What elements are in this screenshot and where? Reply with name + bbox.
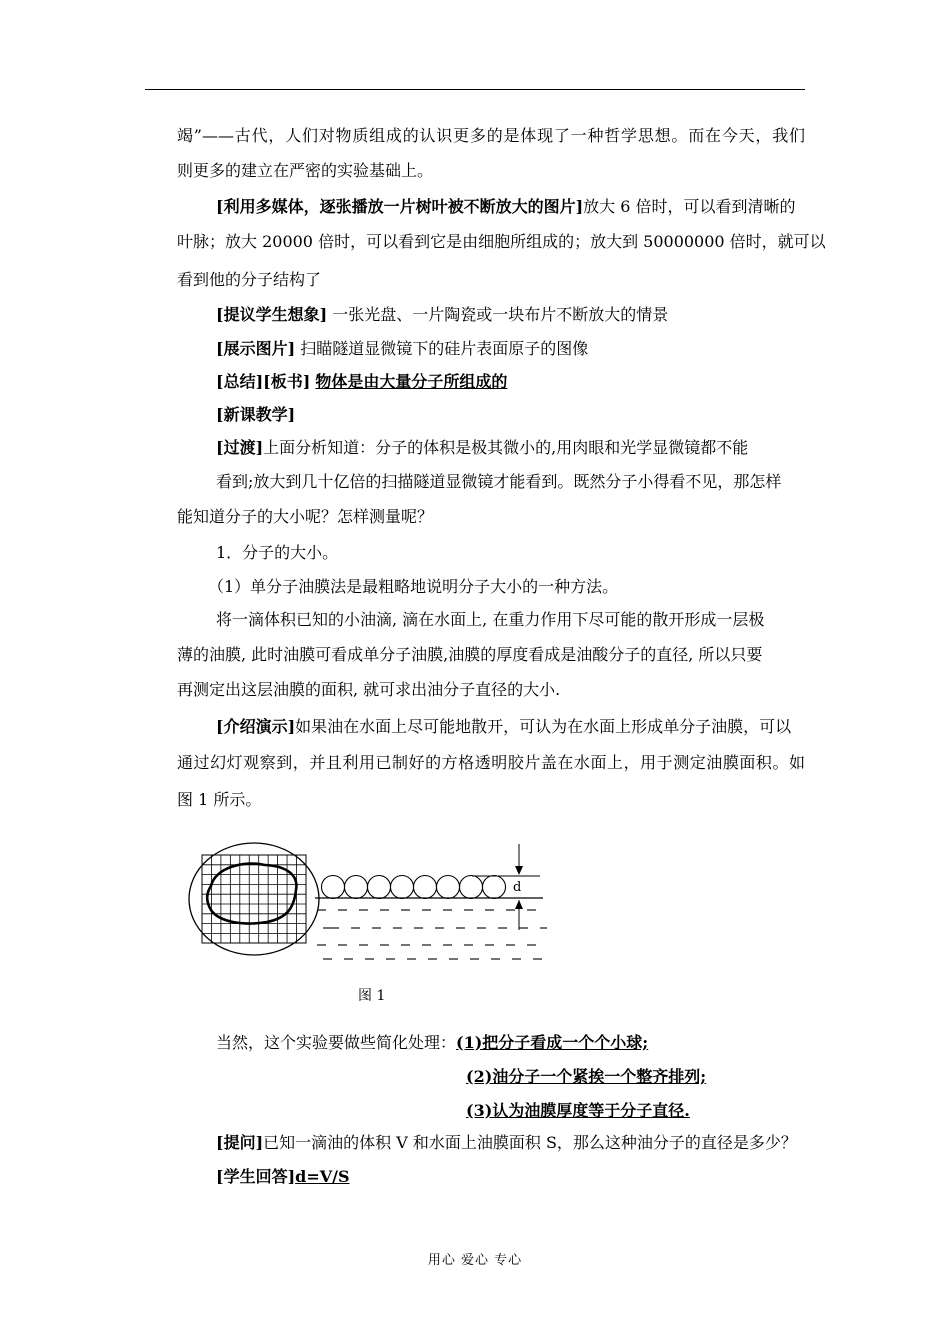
paragraph-line (216, 305, 668, 325)
oil-film-figure (185, 838, 555, 968)
molecule-circle (414, 876, 437, 899)
paragraph-line: 再测定出这层油膜的面积, 就可求出油分子直径的大小. (177, 680, 561, 699)
molecule-circle (368, 876, 391, 899)
paragraph-line: 薄的油膜, 此时油膜可看成单分子油膜,油膜的厚度看成是油酸分子的直径, 所以只要 (177, 645, 763, 664)
molecule-circle (391, 876, 414, 899)
text: 扫瞄隧道显微镜下的硅片表面原子的图像 (295, 339, 589, 358)
water-dashes (317, 910, 547, 959)
section-tag: [新课教学] (216, 405, 296, 424)
bracket-tag: [提议学生想象] (216, 305, 328, 324)
page-footer: 用心 爱心 专心 (427, 1253, 523, 1268)
assumption-3: (3)认为油膜厚度等于分子直径. (466, 1101, 690, 1120)
molecule-circle (345, 876, 368, 899)
paragraph-line (216, 438, 748, 458)
text: 当然，这个实验要做些简化处理： (216, 1033, 457, 1052)
text: 上面分析知道：分子的体积是极其微小的,用肉眼和光学显微镜都不能 (263, 438, 749, 457)
molecule-circle (460, 876, 483, 899)
text: 一张光盘、一片陶瓷或一块布片不断放大的情景 (327, 305, 669, 324)
paragraph-line (216, 1167, 350, 1187)
bracket-tag: [总结][板书] (216, 372, 311, 391)
paragraph-line: 竭”——古代，人们对物质组成的认识更多的是体现了一种哲学思想。而在今天，我们 (177, 126, 805, 145)
section-heading: 1．分子的大小。 (216, 543, 339, 562)
molecule-circle (322, 876, 345, 899)
bracket-tag: [利用多媒体，逐张播放一片树叶被不断放大的图片] (216, 197, 584, 216)
paragraph-line: 通过幻灯观察到，并且利用已制好的方格透明胶片盖在水面上，用于测定油膜面积。如 (177, 753, 805, 772)
paragraph-line: 叶脉；放大 20000 倍时，可以看到它是由细胞所组成的；放大到 50000000 倍时，就可以 (177, 232, 826, 251)
paragraph-line (216, 339, 588, 359)
paragraph-line (216, 197, 796, 217)
paragraph-line: 能知道分子的大小呢？怎样测量呢？ (177, 507, 434, 526)
bracket-tag: [过渡] (216, 438, 264, 457)
text: 已知一滴油的体积 V 和水面上油膜面积 S，那么这种油分子的直径是多少？ (263, 1133, 797, 1152)
bracket-tag: [介绍演示] (216, 717, 296, 736)
text: 放大 6 倍时，可以看到清晰的 (583, 197, 796, 216)
header-rule (145, 89, 805, 90)
answer-formula: d=V/S (295, 1167, 350, 1186)
paragraph-line: 看到;放大到几十亿倍的扫描隧道显微镜才能看到。既然分子小得看不见，那怎样 (216, 472, 782, 491)
paragraph-line: 图 1 所示。 (177, 790, 262, 809)
paragraph-line: 则更多的建立在严密的实验基础上。 (177, 161, 434, 180)
board-text: 物体是由大量分子所组成的 (315, 372, 508, 391)
bracket-tag: [提问] (216, 1133, 264, 1152)
bracket-tag: [学生回答] (216, 1167, 296, 1186)
bracket-tag: [展示图片] (216, 339, 296, 358)
paragraph-line (216, 1033, 648, 1053)
grid-transparency (202, 855, 306, 943)
assumption-1: (1)把分子看成一个个小球; (456, 1033, 649, 1052)
molecule-circle (437, 876, 460, 899)
molecule-circle (483, 876, 506, 899)
paragraph-line (216, 372, 507, 392)
paragraph-line: （1）单分子油膜法是最粗略地说明分子大小的一种方法。 (208, 577, 619, 596)
paragraph-line (216, 1133, 797, 1153)
text: 如果油在水面上尽可能地散开，可认为在水面上形成单分子油膜，可以 (295, 717, 792, 736)
paragraph-line: 看到他的分子结构了 (177, 270, 322, 289)
paragraph-line: 将一滴体积已知的小油滴, 滴在水面上, 在重力作用下尽可能的散开形成一层极 (216, 610, 765, 629)
figure-caption: 图 1 (358, 988, 386, 1004)
d-label: d (513, 880, 522, 895)
molecule-row (322, 876, 506, 899)
assumption-2: (2)油分子一个紧挨一个整齐排列; (466, 1067, 707, 1086)
paragraph-line (216, 717, 791, 737)
